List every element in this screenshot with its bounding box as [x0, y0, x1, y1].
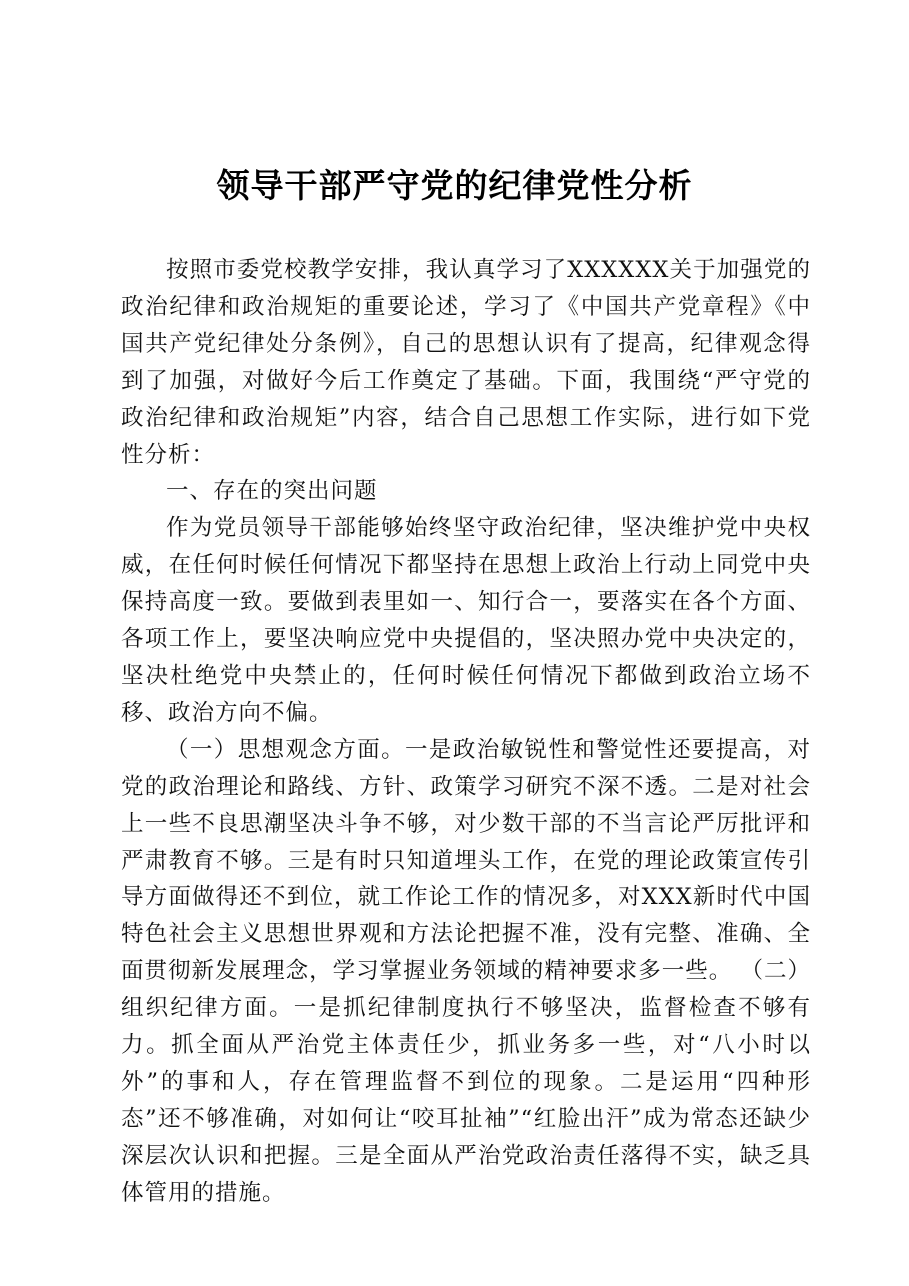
- paragraph-ideology-organization: （一）思想观念方面。一是政治敏锐性和警觉性还要提高，对党的政治理论和路线、方针、政策学习研究不深不透。二是对社会上一些不良思潮坚决斗争不够，对少数干部的不当言论严厉批评和严肃教育不够。三是有时只知道埋头工作，在党的理论政策宣传引导方面做得还不到位，就工作论工作的情况多，对XXX新时代中国特色社会主义思想世界观和方法论把握不准，没有完整、准确、全面贯彻新发展理念，学习掌握业务领域的精神要求多一些。 （二）组织纪律方面。一是抓纪律制度执行不够坚决，监督检查不够有力。抓全面从严治党主体责任少，抓业务多一些，对“八小时以外”的事和人，存在管理监督不到位的现象。二是运用“四种形态”还不够准确，对如何让“咬耳扯袖”“红脸出汗”成为常态还缺少深层次认识和把握。三是全面从严治党政治责任落得不实，缺乏具体管用的措施。: [121, 736, 811, 1206]
- paragraph-intro: 按照市委党校教学安排，我认真学习了XXXXXX关于加强党的政治纪律和政治规矩的重要论述，学习了《中国共产党章程》《中国共产党纪律处分条例》，自己的思想认识有了提高，纪律观念得到了加强，对做好今后工作奠定了基础。下面，我围绕“严守党的政治纪律和政治规矩”内容，结合自己思想工作实际，进行如下党性分析：: [121, 257, 811, 468]
- document-body: [121, 252, 811, 1212]
- section-heading-problems: 一、存在的突出问题: [166, 478, 378, 505]
- document-title: 领导干部严守党的纪律党性分析: [216, 166, 693, 205]
- paragraph-political-discipline: 作为党员领导干部能够始终坚守政治纪律，坚决维护党中央权威，在任何时候任何情况下都坚持在思想上政治上行动上同党中央保持高度一致。要做到表里如一、知行合一，要落实在各个方面、各项工作上，要坚决响应党中央提倡的，坚决照办党中央决定的，坚决杜绝党中央禁止的，任何时候任何情况下都做到政治立场不移、政治方向不偏。: [121, 515, 811, 726]
